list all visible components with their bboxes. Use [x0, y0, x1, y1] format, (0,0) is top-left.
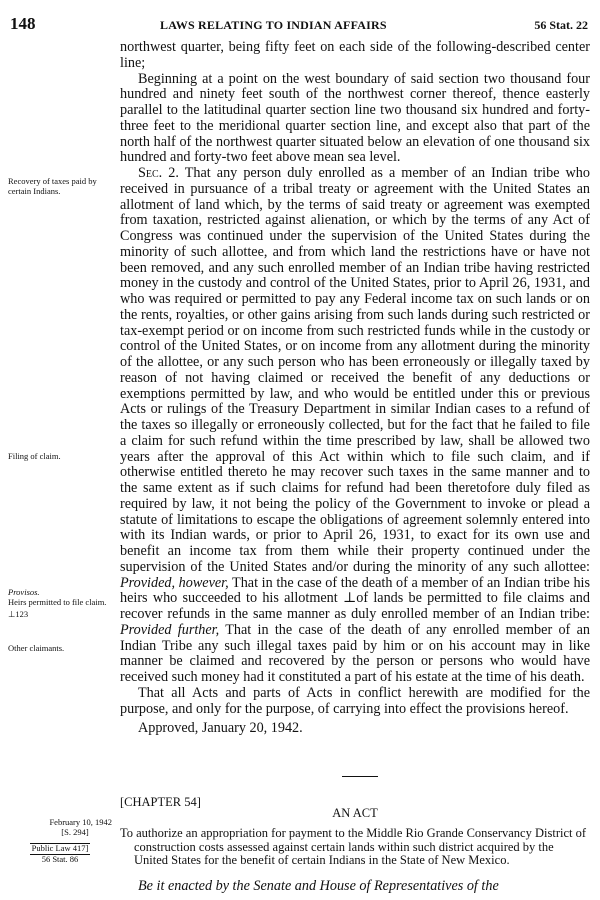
margin-note-other: Other claimants.: [8, 643, 65, 653]
margin-public-law: [8, 843, 112, 864]
paragraph-beginning: Beginning at a point on the west boundary of said section two thousand four hundred and ninety feet south of the northwest corner thereof, thence easterly parallel to the latitudinal quarter section line two thousand six hundred and forty-three feet to the meridional quarter section line, and except also that part of the north half of the northwest quarter situated below an elevation of one thousand six hundred and forty-two feet above mean sea level.: [120, 70, 590, 166]
paragraph-repeal: That all Acts and parts of Acts in conflict herewith are modified for the purpose, and only for the purpose, of carrying into effect the provisions hereof.: [120, 684, 590, 717]
section-divider: [342, 776, 378, 777]
margin-note-provisos: [8, 588, 116, 620]
public-law-box: Public Law 417]: [31, 843, 89, 853]
section-label: Sec. 2.: [138, 165, 179, 181]
margin-heirs: Heirs permitted to file claim.: [8, 596, 107, 607]
approval-line: Approved, January 20, 1942.: [138, 720, 303, 737]
paragraph-section-2: [120, 166, 590, 686]
enacting-clause: Be it enacted by the Senate and House of Representatives of the: [138, 878, 499, 894]
margin-date-block: [8, 818, 112, 837]
margin-provisos-label: Provisos.: [8, 587, 40, 597]
an-act-heading: AN ACT: [332, 806, 378, 820]
margin-stat: 56 Stat. 86: [41, 853, 79, 864]
margin-note-filing: Filing of claim.: [8, 451, 61, 461]
section-2-text-c: That in the case of the death of any enrolled member of an Indian Tribe any such illegal taxes paid by him or on his account may in like manner be claimed and recovered by the person or persons who would have received such money had it constituted a part of his estate at the time of his death.: [120, 621, 590, 685]
section-2-text-b: That in the case of the death of a member of an Indian tribe his heirs who succeeded to his allotment ⊥of lands be permitted to file claims and recover refunds in the same manner as duly enrolled member of an Indian tribe:: [120, 574, 590, 622]
section-2-text-a: That any person duly enrolled as a member of an Indian tribe who received in pursuance of a tribal treaty or agreement with the United States an allotment of land which, by the terms of said treaty or agreement was exempted from taxation, restricted against alienation, or which by the terms of any Act of Congress was continued under the supervision of the United States during the minority of such allottee, and from which land the restrictions have or have not been removed, and any such enrolled member of an Indian tribe having restricted money in the custody and control of the United States, prior to April 26, 1931, and who was required or permitted to pay any Federal income tax on such lands or on the rents, royalties, or other gains arising from such lands during such restricted or tax-exempt period or on income from such restricted funds while in the custody or control of the United States, or on income from any allotment during the minority of the allottee, or any such person who has been erroneously or illegally taxed by reason of not having claimed or received the benefit of any deductions or exemptions permitted by law, and who would be entitled under this or previous Acts or rulings of the Treasury Department in similar Indian cases to a refund of the taxes so illegally or erroneously collected, but for the fact that he failed to file a claim for such refund within the time prescribed by law, shall be allowed two years after the approval of this Act within which to file such claim, and if otherwise entitled thereto he may recover such taxes in the same manner and to the same extent as if such claims for refund had been theretofore duly filed as required by law, it not being the policy of the Government to invoke or plead a statute of limitations to escape the obligations of agreement solemnly entered into with its Indian wards, or prior to April 26, 1931, to exact for its own use and benefit an income tax from them while their property continued under the supervision of the United States and/or during the minority of any such allottee:: [120, 165, 590, 575]
statute-reference: 56 Stat. 22: [534, 18, 588, 32]
margin-ref: ⊥123: [8, 609, 29, 619]
act-purpose: To authorize an appropriation for payment to the Middle Rio Grande Conservancy District of construction costs assessed against certain lands within such district acquired by the United States for the benefit of certain Indians in the State of New Mexico.: [120, 826, 587, 867]
running-header: [10, 14, 588, 34]
proviso-1: Provided, however,: [120, 574, 229, 591]
chapter-label: [CHAPTER 54]: [120, 795, 201, 809]
margin-bill: [S. 294]: [61, 826, 89, 837]
statute-text: [120, 40, 590, 737]
margin-note-recovery: Recovery of taxes paid by certain Indians.: [8, 176, 97, 196]
running-title: LAWS RELATING TO INDIAN AFFAIRS: [160, 18, 387, 32]
proviso-2: Provided further,: [120, 621, 220, 638]
paragraph-description: northwest quarter, being fifty feet on each side of the following-described center line;: [120, 39, 590, 71]
page-number: 148: [10, 14, 36, 33]
margin-date: February 10, 1942: [49, 817, 112, 827]
